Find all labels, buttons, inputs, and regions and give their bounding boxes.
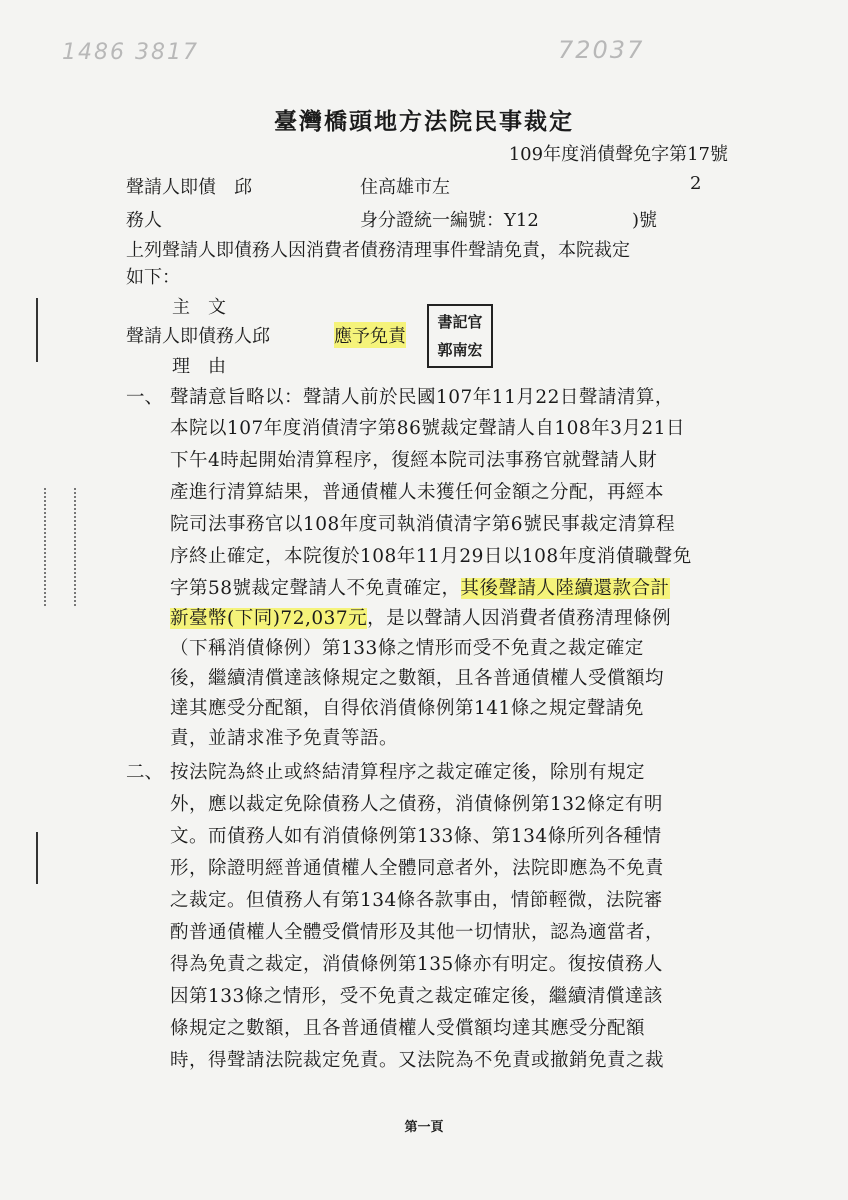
page-number: 第一頁 [404,1120,444,1135]
reason-heading: 理 由 [172,356,226,377]
ruling-highlight: 應予免責 [334,322,406,348]
party-id-number: 身分證統一編號：Y12 [360,210,539,231]
handwritten-note-right: 72037 [558,36,645,64]
stamp-line-2: 郭南宏 [437,341,483,359]
ruling-prefix: 聲請人即債務人邱 [126,326,270,347]
section1-line-8-highlight: 新臺幣(下同)72,037元 [170,608,368,629]
section2-line: 得為免責之裁定，消債條例第135條亦有明定。復按債務人 [170,954,663,975]
scan-margin-mark [36,298,38,362]
section2-line: 形，除證明經普通債權人全體同意者外，法院即應為不免責 [170,858,665,879]
section1-line-highlighted [170,604,671,630]
section1-line: 責，並請求准予免責等語。 [170,728,399,749]
section1-line: 下午4時起開始清算程序，復經本院司法事務官就聲請人財 [170,450,658,471]
section1-line: 達其應受分配額，自得依消債條例第141條之規定聲請免 [170,698,644,719]
section1-line-highlighted [170,574,670,600]
section2-line: 按法院為終止或終結清算程序之裁定確定後，除別有規定 [170,762,646,783]
document-title: 臺灣橋頭地方法院民事裁定 [274,108,574,135]
section2-line: 酌普通債權人全體受償情形及其他一切情狀，認為適當者， [170,922,665,943]
intro-line-1: 上列聲請人即債務人因消費者債務清理事件聲請免責，本院裁定 [126,240,630,261]
section1-line-8-plain: ，是以聲請人因消費者債務清理條例 [367,608,672,629]
section1-line: 院司法事務官以108年度司執消債清字第6號民事裁定清算程 [170,514,676,535]
stamp-line-1: 書記官 [437,313,483,331]
section2-line: 外，應以裁定免除債務人之債務，消債條例第132條定有明 [170,794,663,815]
section-marker-1: 一、 [126,387,164,408]
party-id-tail: )號 [632,210,658,231]
section2-line: 時，得聲請法院裁定免責。又法院為不免責或撤銷免責之裁 [170,1050,665,1071]
handwritten-note-left: 1486 3817 [62,40,199,65]
main-text-heading: 主 文 [172,297,226,318]
party-label-1: 聲請人即債 邱 [126,177,252,198]
scan-binding-holes [44,488,76,606]
party-address: 住高雄市左 [360,177,450,198]
section2-line: 文。而債務人如有消債條例第133條、第134條所列各種情 [170,826,662,847]
party-label-2: 務人 [126,210,162,231]
section2-line: 之裁定。但債務人有第134條各款事由，情節輕微，法院審 [170,890,663,911]
section1-line: （下稱消債條例）第133條之情形而受不免責之裁定確定 [170,638,644,659]
section-marker-2: 二、 [126,762,164,783]
section1-line: 序終止確定，本院復於108年11月29日以108年度消債職聲免 [170,546,692,567]
intro-line-2: 如下： [126,267,180,288]
scan-margin-mark [36,832,38,884]
section2-line: 因第133條之情形，受不免責之裁定確定後，繼續清償達該 [170,986,663,1007]
party-address-tail: 2 [690,173,702,194]
section1-line-7-highlight: 其後聲請人陸續還款合計 [460,578,670,599]
section1-line-7-plain: 字第58號裁定聲請人不免責確定， [170,578,461,599]
clerk-seal-stamp [427,304,493,368]
section1-line: 產進行清算結果，普通債權人未獲任何金額之分配，再經本 [170,482,665,503]
section1-line: 後，繼續清償達該條規定之數額，且各普通債權人受償額均 [170,668,665,689]
section1-line: 本院以107年度消債清字第86號裁定聲請人自108年3月21日 [170,418,685,439]
case-number: 109年度消債聲免字第17號 [508,144,728,165]
section2-line: 條規定之數額，且各普通債權人受償額均達其應受分配額 [170,1018,646,1039]
section1-line: 聲請意旨略以：聲請人前於民國107年11月22日聲請清算， [170,387,674,408]
